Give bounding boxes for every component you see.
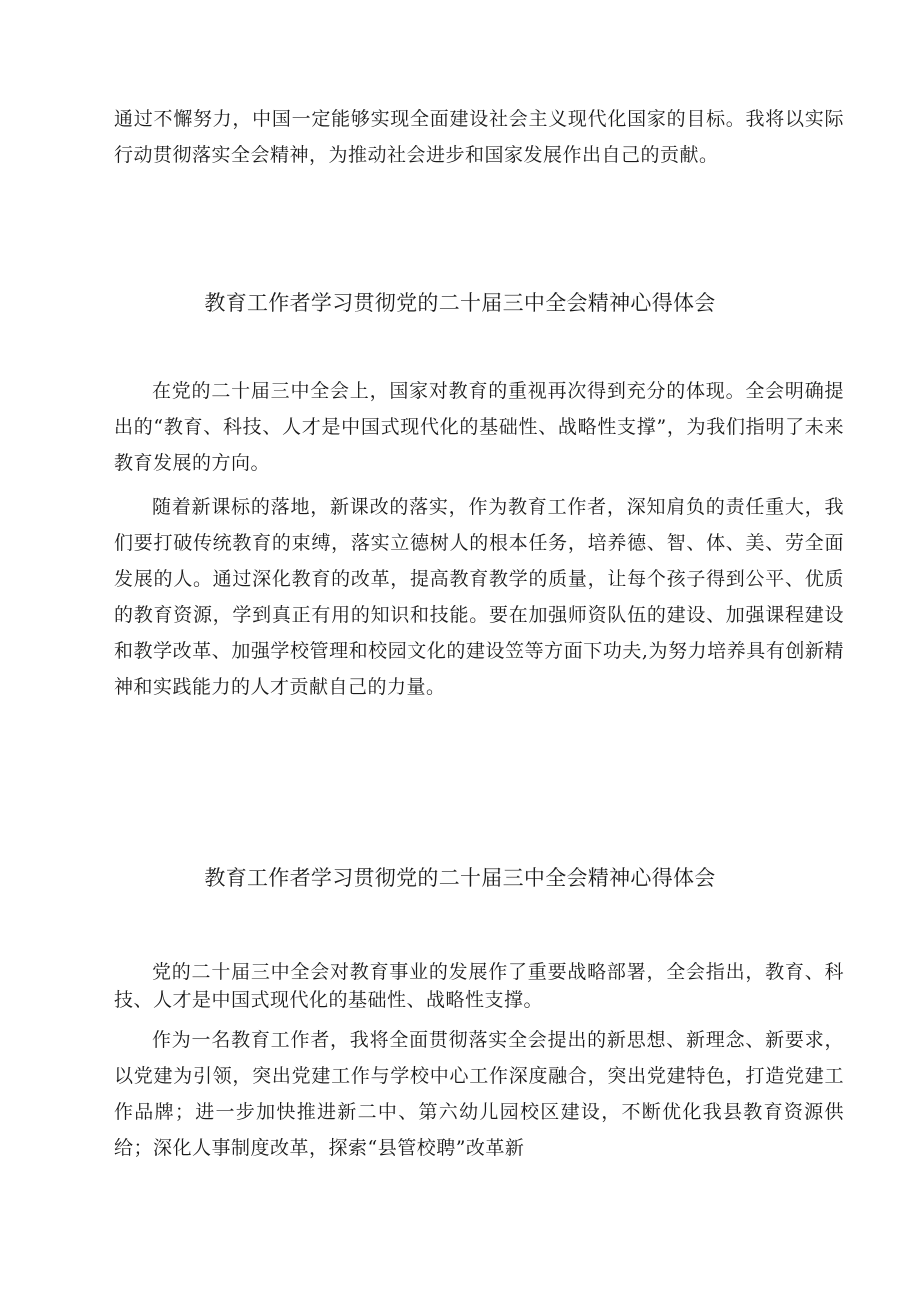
section-1-body [114, 373, 844, 705]
intro-paragraph: 通过不懈努力，中国一定能够实现全面建设社会主义现代化国家的目标。我将以实际行动贯彻落实全会精神，为推动社会进步和国家发展作出自己的贡献。 [114, 108, 844, 166]
section-1-title: 教育工作者学习贯彻党的二十届三中全会精神心得体会 [204, 291, 716, 315]
section-1-paragraph-2: 随着新课标的落地，新课改的落实，作为教育工作者，深知肩负的责任重大，我们要打破传统教育的束缚，落实立德树人的根本任务，培养德、智、体、美、劳全面发展的人。通过深化教育的改革，提高教育教学的质量，让每个孩子得到公平、优质的教育资源，学到真正有用的知识和技能。要在加强师资队伍的建设、加强课程建设和教学改革、加强学校管理和校园文化的建设笠等方面下功夫,为努力培养具有创新精神和实践能力的人才贡献自己的力量。 [114, 496, 844, 698]
section-2-paragraph-2: 作为一名教育工作者，我将全面贯彻落实全会提出的新思想、新理念、新要求，以党建为引领，突出党建工作与学校中心工作深度融合，突出党建特色，打造党建工作品牌；进一步加快推进新二中、第六幼儿园校区建设，不断优化我县教育资源供给；深化人事制度改革，探索“县管校聘”改革新 [114, 1029, 844, 1159]
section-1-paragraph-1: 在党的二十届三中全会上，国家对教育的重视再次得到充分的体现。全会明确提出的“教育、科技、人才是中国式现代化的基础性、战略性支撑”，为我们指明了未来教育发展的方向。 [114, 380, 844, 474]
section-2-title: 教育工作者学习贯彻党的二十届三中全会精神心得体会 [204, 866, 716, 890]
section-2-body [114, 958, 844, 1166]
intro-block [114, 101, 844, 173]
section-2-paragraph-1: 党的二十届三中全会对教育事业的发展作了重要战略部署，全会指出，教育、科技、人才是中国式现代化的基础性、战略性支撑。 [114, 961, 844, 1011]
